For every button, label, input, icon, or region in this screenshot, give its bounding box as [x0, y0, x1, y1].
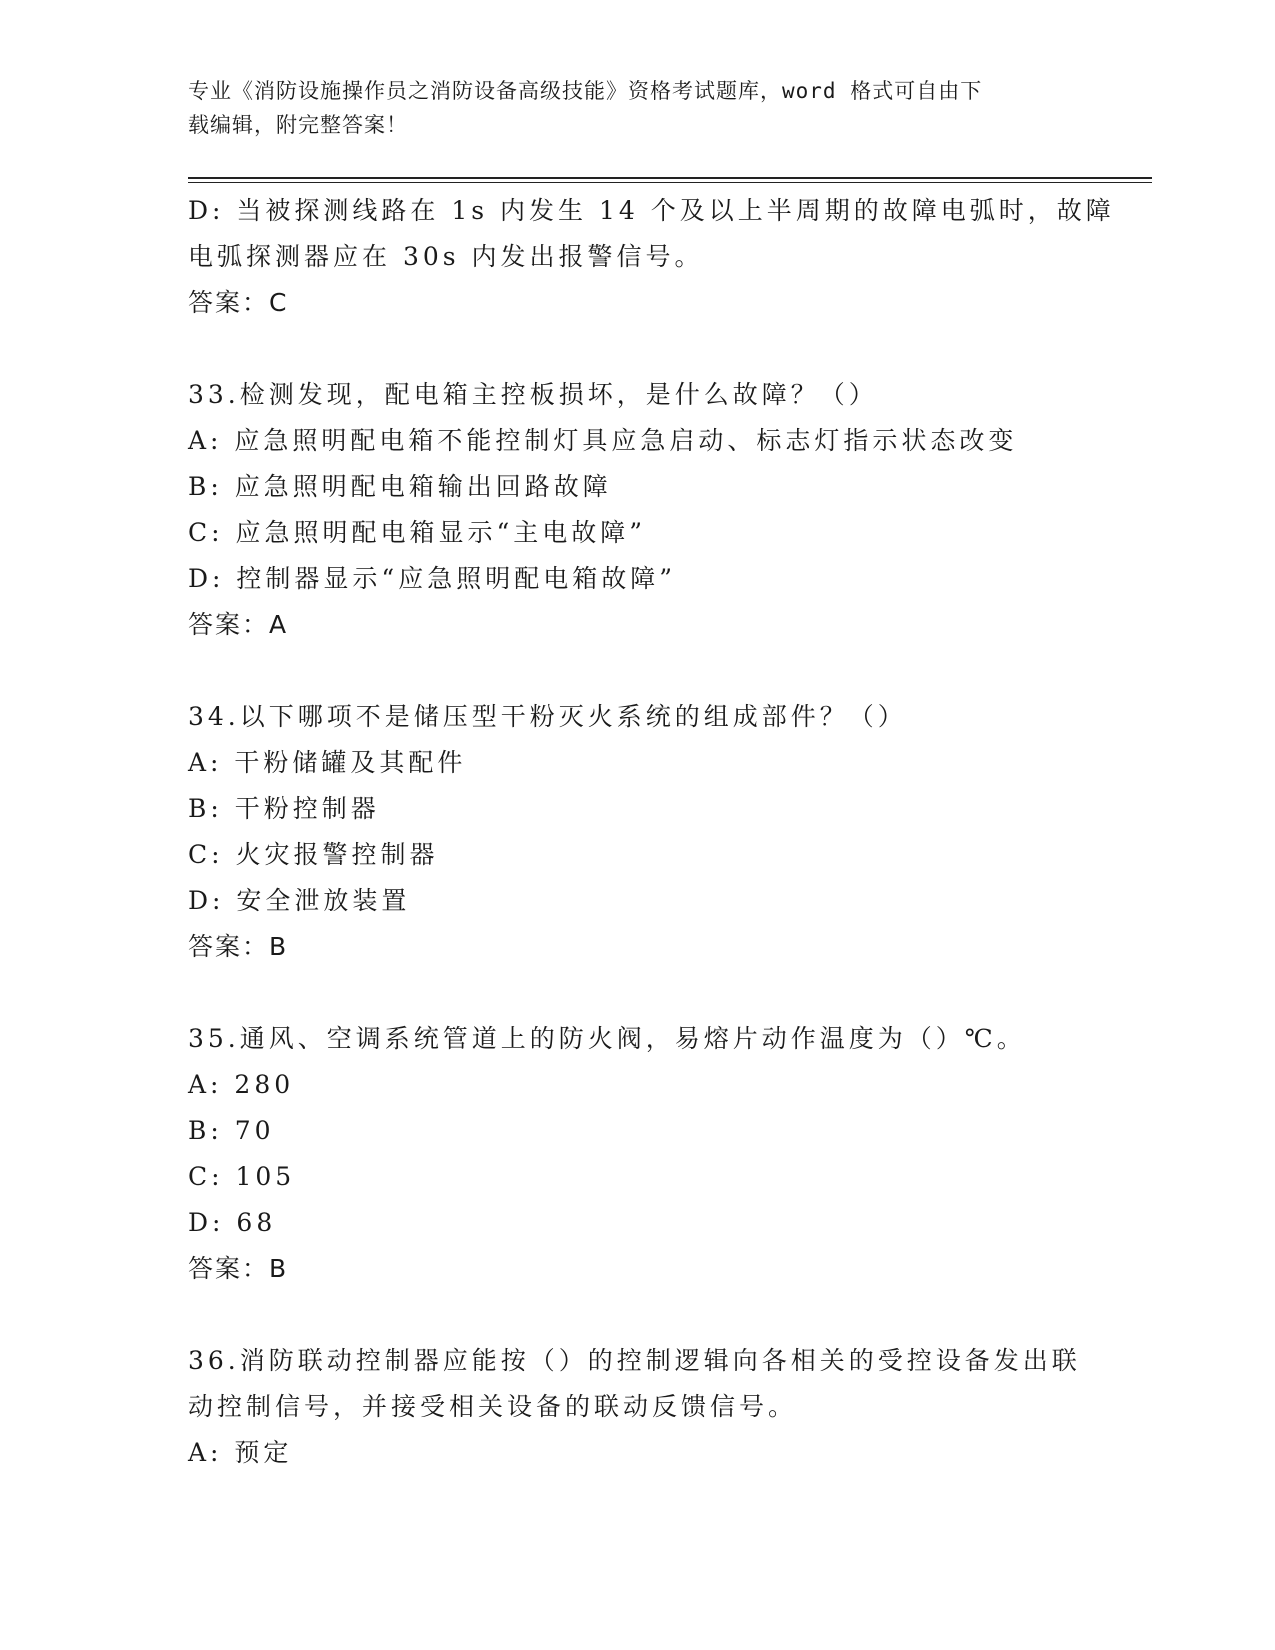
question-35: [188, 1016, 1088, 1292]
option-b: B: 70: [188, 1116, 275, 1145]
option-a: A: 280: [188, 1070, 295, 1099]
header-divider-thick: [188, 177, 1152, 179]
question-stem: 33.检测发现，配电箱主控板损坏，是什么故障？（）: [188, 380, 878, 409]
question-33: [188, 372, 1088, 648]
question-36: [188, 1338, 1088, 1476]
answer: 答案：B: [188, 1254, 289, 1283]
document-header: [188, 74, 1088, 142]
header-line-2: 载编辑，附完整答案！: [188, 113, 408, 137]
question-34: [188, 694, 1088, 970]
document-body: [188, 188, 1115, 1476]
answer: 答案：B: [188, 932, 289, 961]
option-a: A: 干粉储罐及其配件: [188, 748, 467, 777]
option-d: D: 控制器显示“应急照明配电箱故障”: [188, 564, 676, 593]
option-d-continued: 电弧探测器应在 30s 内发出报警信号。: [188, 242, 704, 271]
option-b: B: 干粉控制器: [188, 794, 380, 823]
header-line-1: 专业《消防设施操作员之消防设备高级技能》资格考试题库，word 格式可自由下: [188, 79, 983, 103]
option-d: D: 安全泄放装置: [188, 886, 411, 915]
question-32-tail: [188, 188, 1115, 326]
answer: 答案：A: [188, 610, 289, 639]
question-stem: 35.通风、空调系统管道上的防火阀，易熔片动作温度为（）℃。: [188, 1024, 1026, 1053]
option-a: A: 预定: [188, 1438, 293, 1467]
question-stem: 34.以下哪项不是储压型干粉灭火系统的组成部件？（）: [188, 702, 907, 731]
option-c: C: 105: [188, 1162, 296, 1191]
option-d: D: 68: [188, 1208, 277, 1237]
option-a: A: 应急照明配电箱不能控制灯具应急启动、标志灯指示状态改变: [188, 426, 1018, 455]
option-d: D: 当被探测线路在 1s 内发生 14 个及以上半周期的故障电弧时，故障: [188, 196, 1115, 225]
header-divider-thin: [188, 182, 1152, 183]
option-c: C: 火灾报警控制器: [188, 840, 439, 869]
option-c: C: 应急照明配电箱显示“主电故障”: [188, 518, 647, 547]
question-stem-continued: 动控制信号，并接受相关设备的联动反馈信号。: [188, 1392, 798, 1421]
question-stem: 36.消防联动控制器应能按（）的控制逻辑向各相关的受控设备发出联: [188, 1346, 1081, 1375]
option-b: B: 应急照明配电箱输出回路故障: [188, 472, 612, 501]
answer: 答案：C: [188, 288, 289, 317]
